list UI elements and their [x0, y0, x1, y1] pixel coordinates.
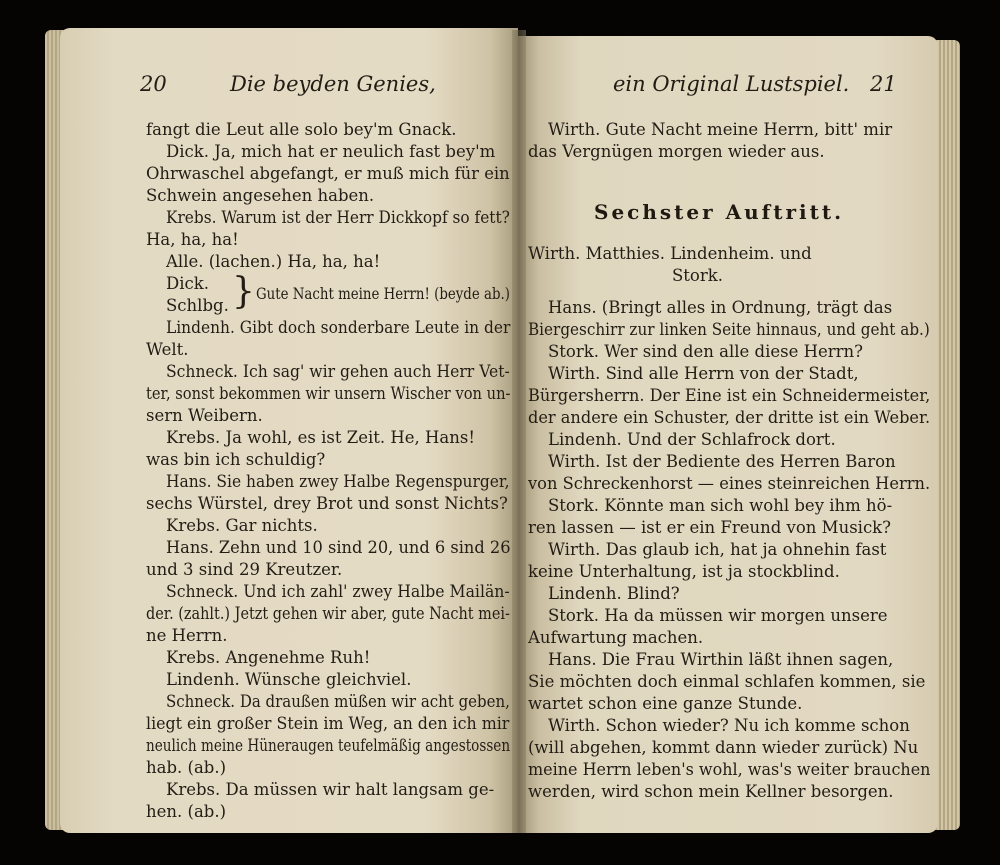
right-page-edges: [935, 40, 960, 830]
left-line-3: Ohrwaschel abgefangt, er muß mich für ein: [146, 164, 510, 183]
left-line-13: Krebs. Ja wohl, es ist Zeit. He, Hans!: [166, 428, 475, 447]
left-line-17: Krebs. Gar nichts.: [166, 516, 318, 535]
left-line-29: Krebs. Da müssen wir halt langsam ge-: [166, 780, 495, 799]
right-line-21: Hans. Die Frau Wirthin läßt ihnen sagen,: [548, 650, 894, 669]
scene-title: Sechster Auftritt.: [594, 200, 845, 224]
left-line-28: hab. (ab.): [146, 758, 227, 777]
left-line-20: Schneck. Und ich zahl' zwey Halbe Mailän-: [166, 582, 510, 601]
right-line-16: Wirth. Das glaub ich, hat ja ohnehin fast: [548, 540, 887, 559]
right-line-7: Stork. Wer sind den alle diese Herrn?: [548, 342, 864, 361]
left-line-4: Schwein angesehen haben.: [146, 186, 375, 205]
right-line-5: Hans. (Bringt alles in Ordnung, trägt das: [548, 298, 893, 317]
right-line-10: der andere ein Schuster, der dritte ist ein Weber.: [528, 408, 931, 427]
left-line-16: sechs Würstel, drey Brot und sonst Nichts?: [146, 494, 508, 513]
right-line-15: ren lassen — ist er ein Freund von Musick?: [528, 518, 892, 537]
right-line-24: Wirth. Schon wieder? Nu ich komme schon: [548, 716, 910, 735]
left-line-11: ter, sonst bekommen wir unsern Wischer von un-: [146, 384, 511, 403]
brace-speaker-dick: Dick.: [166, 274, 209, 293]
left-line-15: Hans. Sie haben zwey Halbe Regenspurger,: [166, 472, 510, 491]
right-page-number: 21: [870, 72, 897, 96]
left-line-9: Welt.: [146, 340, 189, 359]
book-gutter: [512, 30, 526, 833]
right-line-27: werden, wird schon mein Kellner besorgen.: [528, 782, 894, 801]
left-line-5: Krebs. Warum ist der Herr Dickkopf so fett?: [166, 208, 510, 227]
left-line-14: was bin ich schuldig?: [146, 450, 326, 469]
right-line-25: (will abgehen, kommt dann wieder zurück) Nu: [528, 738, 919, 757]
left-line-2: Dick. Ja, mich hat er neulich fast bey'm: [166, 142, 496, 161]
right-line-23: wartet schon eine ganze Stunde.: [528, 694, 803, 713]
left-line-27: neulich meine Hüneraugen teufelmäßig angestossen: [146, 736, 511, 755]
right-line-20: Aufwartung machen.: [528, 628, 704, 647]
right-line-4: Stork.: [672, 266, 723, 285]
left-line-25: Schneck. Da draußen müßen wir acht geben,: [166, 692, 510, 711]
right-line-12: Wirth. Ist der Bediente des Herren Baron: [548, 452, 896, 471]
right-line-17: keine Unterhaltung, ist ja stockblind.: [528, 562, 840, 581]
left-line-12: sern Weibern.: [146, 406, 263, 425]
left-line-8: Lindenh. Gibt doch sonderbare Leute in der: [166, 318, 511, 337]
right-line-6: Biergeschirr zur linken Seite hinnaus, und geht ab.): [528, 320, 930, 339]
brace-speaker-schlbg: Schlbg.: [166, 296, 229, 315]
left-line-30: hen. (ab.): [146, 802, 227, 821]
left-line-26: liegt ein großer Stein im Weg, an den ich mir: [146, 714, 510, 733]
right-line-18: Lindenh. Blind?: [548, 584, 680, 603]
right-page: [518, 36, 938, 833]
right-line-8: Wirth. Sind alle Herrn von der Stadt,: [548, 364, 859, 383]
left-page-number: 20: [140, 72, 167, 96]
left-line-6: Ha, ha, ha!: [146, 230, 239, 249]
left-page: [60, 28, 518, 833]
left-line-10: Schneck. Ich sag' wir gehen auch Herr Vet-: [166, 362, 510, 381]
right-line-2: das Vergnügen morgen wieder aus.: [528, 142, 825, 161]
right-line-14: Stork. Könnte man sich wohl bey ihm hö-: [548, 496, 893, 515]
left-line-1: fangt die Leut alle solo bey'm Gnack.: [146, 120, 457, 139]
right-line-9: Bürgersherrn. Der Eine ist ein Schneidermeister,: [528, 386, 931, 405]
right-line-1: Wirth. Gute Nacht meine Herrn, bitt' mir: [548, 120, 893, 139]
left-line-22: ne Herrn.: [146, 626, 228, 645]
left-line-19: und 3 sind 29 Kreutzer.: [146, 560, 343, 579]
left-running-header: Die beyden Genies,: [230, 72, 436, 96]
right-line-19: Stork. Ha da müssen wir morgen unsere: [548, 606, 888, 625]
brace-mark: }: [232, 271, 255, 312]
right-running-header: ein Original Lustspiel.: [613, 72, 850, 96]
left-line-23: Krebs. Angenehme Ruh!: [166, 648, 371, 667]
right-line-22: Sie möchten doch einmal schlafen kommen, sie: [528, 672, 926, 691]
right-line-13: von Schreckenhorst — eines steinreichen Herrn.: [528, 474, 931, 493]
left-line-7: Alle. (lachen.) Ha, ha, ha!: [166, 252, 381, 271]
left-line-21: der. (zahlt.) Jetzt gehen wir aber, gute Nacht mei-: [146, 604, 510, 623]
left-line-24: Lindenh. Wünsche gleichviel.: [166, 670, 412, 689]
right-line-3: Wirth. Matthies. Lindenheim. und: [528, 244, 812, 263]
brace-shared-line: Gute Nacht meine Herrn! (beyde ab.): [256, 285, 510, 303]
left-line-18: Hans. Zehn und 10 sind 20, und 6 sind 26: [166, 538, 511, 557]
right-line-11: Lindenh. Und der Schlafrock dort.: [548, 430, 836, 449]
right-line-26: meine Herrn leben's wohl, was's weiter brauchen: [528, 760, 931, 779]
